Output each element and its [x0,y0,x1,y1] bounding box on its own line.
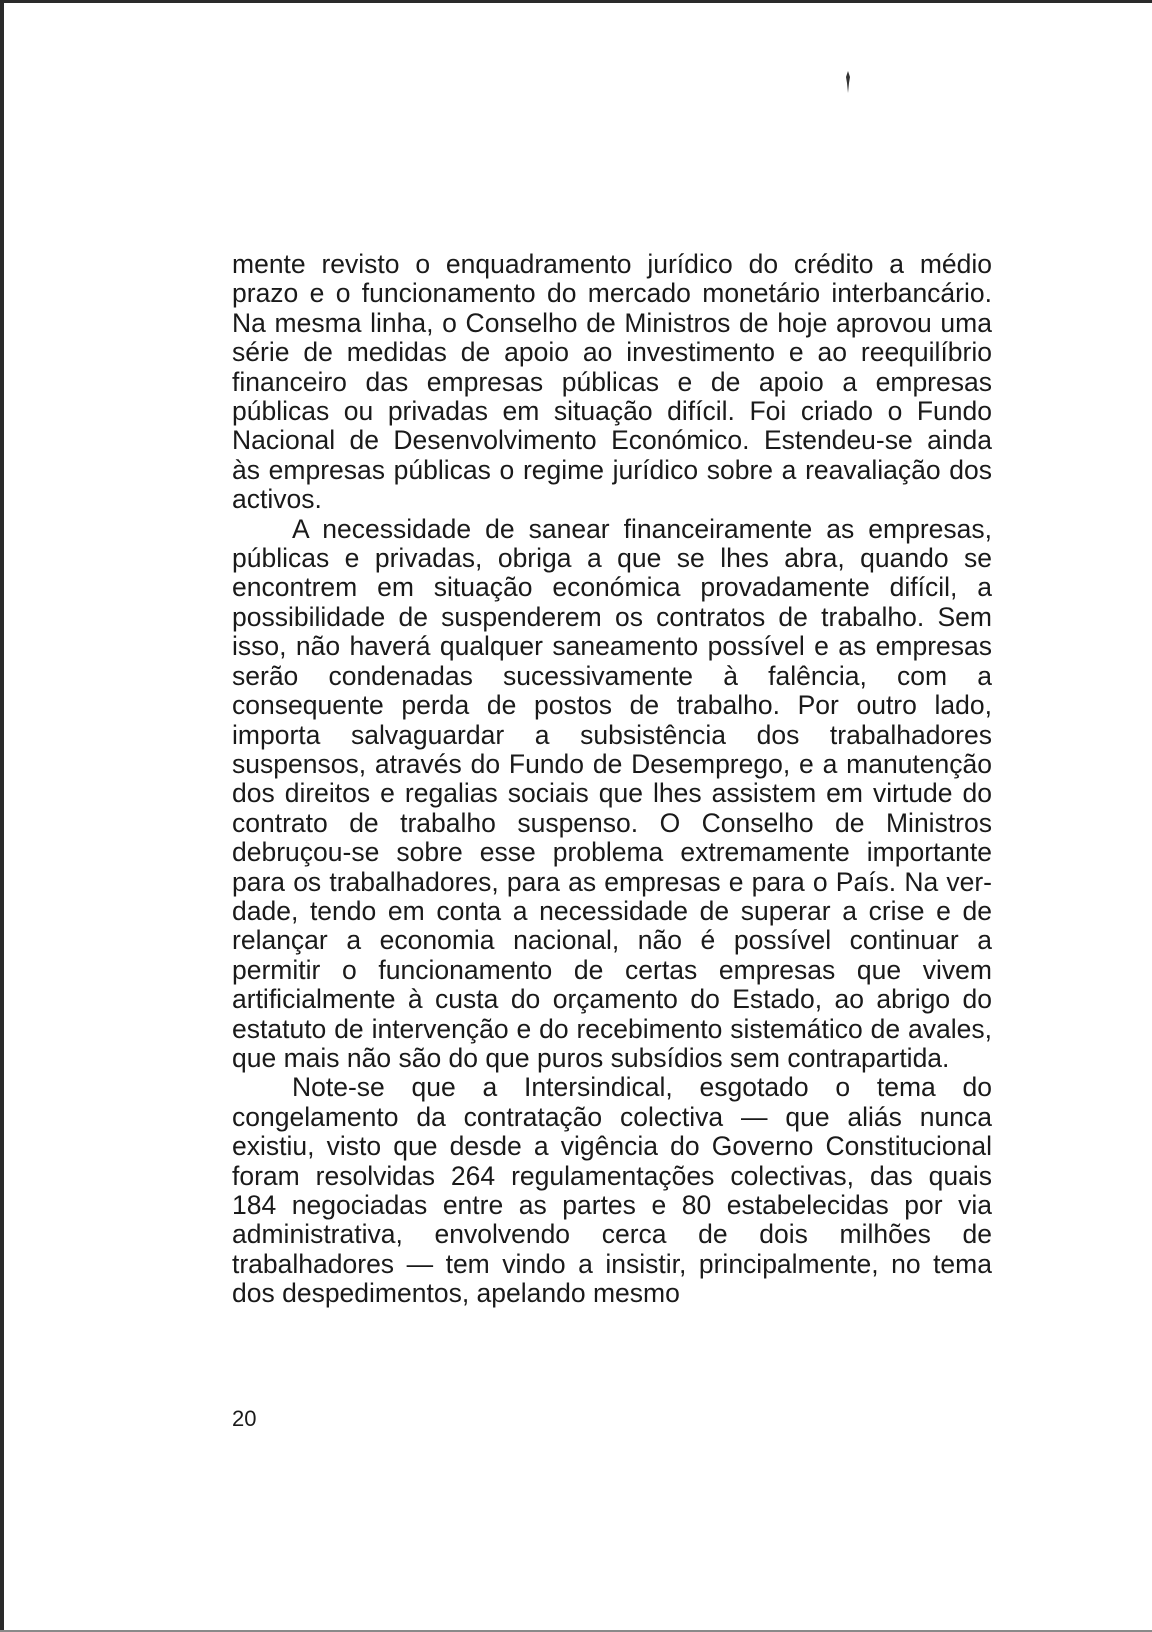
paragraph-3: Note-se que a Intersindical, esgotado o tema do congelamento da contratação colectiva — que aliás nunca existiu, visto que desde a vigência do Governo Constitucional foram resolvidas 264 regulamentações colectivas, das quais 184 negociadas entre as partes e 80 estabelecidas por via administrativa, envolvendo cerca de dois milhões de trabalhadores — tem vindo a insistir, principalmente, no tema dos despedimentos, apelando mesmo [232,1072,992,1309]
paragraph-2: A necessidade de sanear financeiramente as empresas, públicas e privadas, obriga a que se lhes abra, quando se encontrem em situação económica provadamente difícil, a possibilidade de suspenderem os contratos de trabalho. Sem isso, não haverá qualquer saneamento possível e as empresas serão condenadas sucessivamente à falência, com a consequente perda de postos de trabalho. Por outro lado, importa salvaguardar a subsistência dos trabalhadores suspensos, através do Fundo de Desemprego, e a manutenção dos direitos e regalias sociais que lhes assistem em virtude do contrato de trabalho suspenso. O Conselho de Ministros debruçou-se sobre esse problema extremamente importante para os trabalhadores, para as empresas e para o País. Na verdade, tendo em conta a necessidade de superar a crise e de relançar a economia nacional, não é possível continuar a permitir o funcionamento de certas empresas que vivem artificialmente à custa do orçamento do Estado, ao abrigo do estatuto de intervenção e do recebimento sistemático de avales, que mais não são do que puros subsídios sem contrapartida. [232,513,992,1073]
page-number: 20 [232,1406,257,1431]
paragraph-1: mente revisto o enquadramento jurídico do crédito a médio prazo e o funcionamento do mercado monetário interbancário. Na mesma linha, o Conselho de Ministros de hoje aprovou uma série de medidas de apoio ao investimento e ao reequilíbrio financeiro das empresas públicas e de apoio a empresas públicas ou privadas em situação difícil. Foi criado o Fundo Nacional de Desenvolvimento Económico. Estendeu-se ainda às empresas públicas o regime jurídico sobre a reavaliação dos activos. [232,249,992,515]
scan-edge-top [0,0,1152,3]
ink-mark-icon [845,71,851,93]
scan-edge-left [0,0,4,1632]
body-text [232,250,992,1309]
